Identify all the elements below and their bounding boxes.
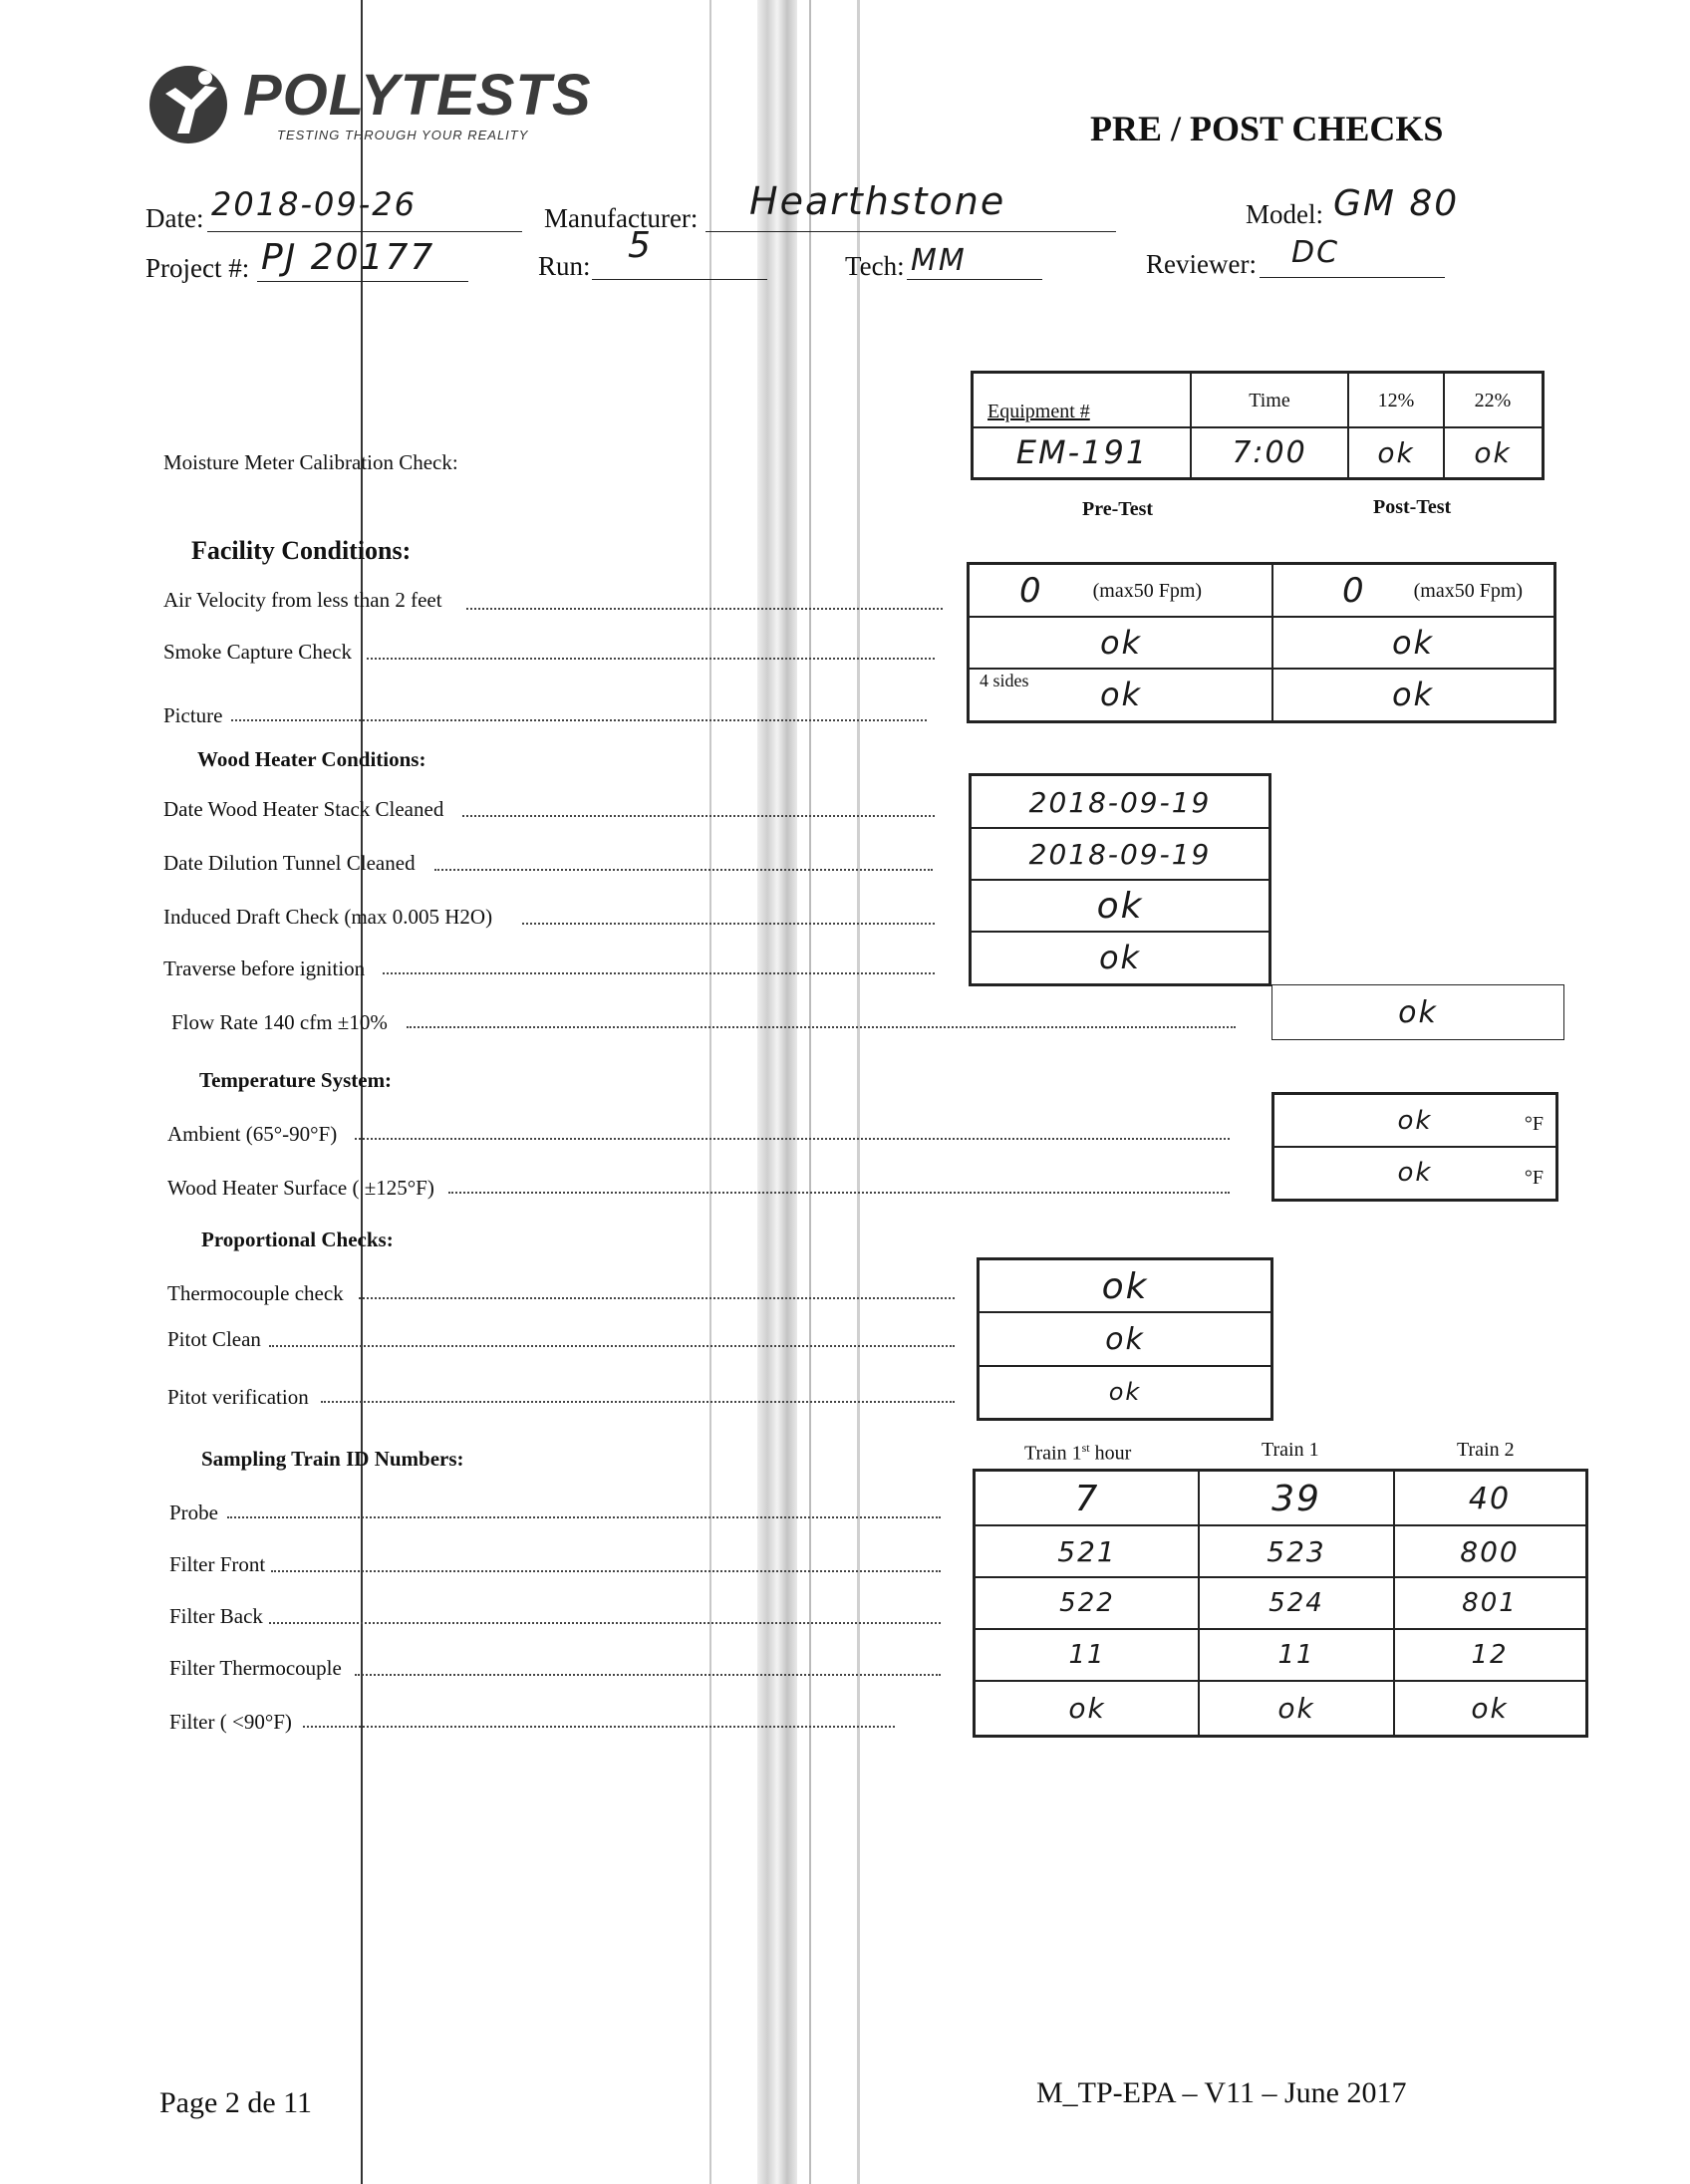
filter-back-t1h[interactable]: 522 — [975, 1576, 1200, 1630]
moisture-header-22: 22% — [1443, 373, 1543, 428]
air-velocity-pre-cell[interactable]: 0 (max50 Fpm) — [969, 564, 1273, 618]
leader-dots — [359, 1297, 955, 1299]
moisture-22-cell[interactable]: ok — [1443, 426, 1543, 478]
smoke-pre-cell[interactable]: ok — [969, 616, 1273, 670]
manufacturer-value[interactable]: Hearthstone — [749, 179, 1006, 223]
picture-post-cell[interactable]: ok — [1271, 668, 1554, 721]
smoke-capture-label: Smoke Capture Check — [163, 640, 352, 664]
run-label: Run: — [538, 251, 591, 281]
probe-t2[interactable]: 40 — [1393, 1471, 1586, 1526]
train-first-hour-header: Train 1st hour — [1024, 1441, 1132, 1465]
leader-dots — [271, 1570, 941, 1572]
moisture-header-time: Time — [1190, 373, 1349, 428]
run-value[interactable]: 5 — [628, 225, 653, 266]
filter-front-t1[interactable]: 523 — [1198, 1524, 1395, 1578]
filter-tc-t2[interactable]: 12 — [1393, 1628, 1586, 1682]
filter-back-t1[interactable]: 524 — [1198, 1576, 1395, 1630]
leader-dots — [383, 972, 935, 974]
thermocouple-check-cell[interactable]: ok — [979, 1259, 1271, 1313]
leader-dots — [231, 719, 927, 721]
picture-label: Picture — [163, 703, 223, 727]
traverse-cell[interactable]: ok — [971, 931, 1269, 984]
temperature-section-title: Temperature System: — [199, 1068, 393, 1092]
filter-front-t2[interactable]: 800 — [1393, 1524, 1586, 1578]
filter-tc-t1[interactable]: 11 — [1198, 1628, 1395, 1682]
model-label: Model: — [1246, 199, 1323, 229]
logo-mark-icon — [147, 64, 229, 145]
air-velocity-label: Air Velocity from less than 2 feet — [163, 588, 442, 612]
date-line — [207, 231, 522, 232]
reviewer-line — [1260, 277, 1445, 278]
filter-thermocouple-label: Filter Thermocouple — [169, 1656, 342, 1680]
thermocouple-check-label: Thermocouple check — [167, 1281, 344, 1305]
temperature-table — [1271, 1092, 1558, 1202]
surface-label: Wood Heater Surface ( ±125°F) — [167, 1176, 434, 1200]
leader-dots — [466, 608, 943, 610]
project-value[interactable]: PJ 20177 — [261, 237, 435, 278]
filter-temp-t2[interactable]: ok — [1393, 1680, 1586, 1736]
scan-streak — [809, 0, 811, 2184]
sampling-section-title: Sampling Train ID Numbers: — [201, 1447, 464, 1471]
leader-dots — [434, 869, 933, 871]
pre-test-label: Pre-Test — [1082, 498, 1154, 520]
proportional-table — [977, 1257, 1273, 1421]
leader-dots — [355, 1674, 941, 1676]
form-title: PRE / POST CHECKS — [1090, 109, 1444, 148]
scan-streak — [709, 0, 711, 2184]
page-number: Page 2 de 11 — [159, 2086, 313, 2119]
company-logo — [147, 62, 592, 151]
probe-label: Probe — [169, 1501, 218, 1524]
moisture-equipment-cell[interactable]: EM-191 — [973, 426, 1192, 478]
moisture-time-cell[interactable]: 7:00 — [1190, 426, 1349, 478]
pitot-verification-label: Pitot verification — [167, 1385, 309, 1409]
leader-dots — [227, 1516, 941, 1518]
run-line — [592, 279, 767, 280]
scan-streak — [857, 0, 860, 2184]
moisture-table — [971, 371, 1545, 480]
picture-pre-cell[interactable]: 4 sides ok — [969, 668, 1273, 721]
filter-temp-t1h[interactable]: ok — [975, 1680, 1200, 1736]
sampling-table — [973, 1469, 1588, 1738]
air-velocity-post-cell[interactable]: 0 (max50 Fpm) — [1271, 564, 1554, 618]
reviewer-label: Reviewer: — [1146, 249, 1257, 279]
leader-dots — [407, 1026, 1236, 1028]
moisture-12-cell[interactable]: ok — [1347, 426, 1445, 478]
traverse-label: Traverse before ignition — [163, 956, 366, 980]
filter-temp-t1[interactable]: ok — [1198, 1680, 1395, 1736]
proportional-section-title: Proportional Checks: — [201, 1228, 394, 1251]
pitot-clean-cell[interactable]: ok — [979, 1311, 1271, 1367]
surface-cell[interactable]: ok °F — [1273, 1146, 1556, 1200]
tech-line — [907, 279, 1042, 280]
tunnel-cleaned-cell[interactable]: 2018-09-19 — [971, 827, 1269, 881]
tech-label: Tech: — [845, 251, 905, 281]
moisture-header-equipment: Equipment # — [973, 373, 1192, 428]
induced-draft-cell[interactable]: ok — [971, 879, 1269, 933]
filter-back-t2[interactable]: 801 — [1393, 1576, 1586, 1630]
project-line — [257, 281, 468, 282]
tech-value[interactable]: MM — [911, 243, 967, 278]
induced-draft-label: Induced Draft Check (max 0.005 H2O) — [163, 905, 493, 929]
smoke-post-cell[interactable]: ok — [1271, 616, 1554, 670]
train-1-header: Train 1 — [1262, 1439, 1319, 1461]
model-value[interactable]: GM 80 — [1333, 183, 1460, 224]
leader-dots — [522, 923, 935, 925]
tunnel-cleaned-label: Date Dilution Tunnel Cleaned — [163, 851, 416, 875]
leader-dots — [269, 1345, 955, 1347]
probe-t1h[interactable]: 7 — [975, 1471, 1200, 1526]
train-2-header: Train 2 — [1457, 1439, 1515, 1461]
date-label: Date: — [145, 203, 204, 233]
filter-back-label: Filter Back — [169, 1604, 263, 1628]
leader-dots — [367, 658, 935, 660]
filter-front-t1h[interactable]: 521 — [975, 1524, 1200, 1578]
ambient-cell[interactable]: ok °F — [1273, 1094, 1556, 1148]
reviewer-value[interactable]: DC — [1291, 235, 1340, 270]
ambient-label: Ambient (65°-90°F) — [167, 1122, 338, 1146]
date-value[interactable]: 2018-09-26 — [211, 185, 417, 223]
scan-streak — [757, 0, 797, 2184]
logo-wordmark: POLYTESTS — [243, 63, 592, 128]
probe-t1[interactable]: 39 — [1198, 1471, 1395, 1526]
flow-rate-cell[interactable]: ok — [1271, 984, 1564, 1040]
stack-cleaned-label: Date Wood Heater Stack Cleaned — [163, 797, 444, 821]
leader-dots — [303, 1726, 895, 1728]
post-test-label: Post-Test — [1373, 496, 1452, 518]
manufacturer-label: Manufacturer: — [544, 203, 699, 233]
leader-dots — [355, 1138, 1230, 1140]
document-code: M_TP-EPA – V11 – June 2017 — [1036, 2076, 1407, 2109]
facility-section-title: Facility Conditions: — [191, 536, 412, 565]
leader-dots — [462, 815, 935, 817]
wood-heater-section-title: Wood Heater Conditions: — [197, 747, 426, 771]
leader-dots — [448, 1192, 1230, 1194]
facility-table — [967, 562, 1556, 723]
leader-dots — [321, 1401, 955, 1403]
pitot-clean-label: Pitot Clean — [167, 1327, 261, 1351]
leader-dots — [269, 1622, 941, 1624]
logo-tagline: TESTING THROUGH YOUR REALITY — [277, 128, 529, 142]
stack-cleaned-cell[interactable]: 2018-09-19 — [971, 775, 1269, 829]
filter-temp-label: Filter ( <90°F) — [169, 1710, 292, 1734]
filter-front-label: Filter Front — [169, 1552, 266, 1576]
filter-tc-t1h[interactable]: 11 — [975, 1628, 1200, 1682]
manufacturer-line — [705, 231, 1116, 232]
flow-rate-label: Flow Rate 140 cfm ±10% — [171, 1010, 388, 1034]
moisture-header-12: 12% — [1347, 373, 1445, 428]
pitot-verification-cell[interactable]: ok — [979, 1365, 1271, 1419]
moisture-check-label: Moisture Meter Calibration Check: — [163, 450, 458, 474]
project-label: Project #: — [145, 253, 250, 283]
wood-heater-table — [969, 773, 1271, 986]
